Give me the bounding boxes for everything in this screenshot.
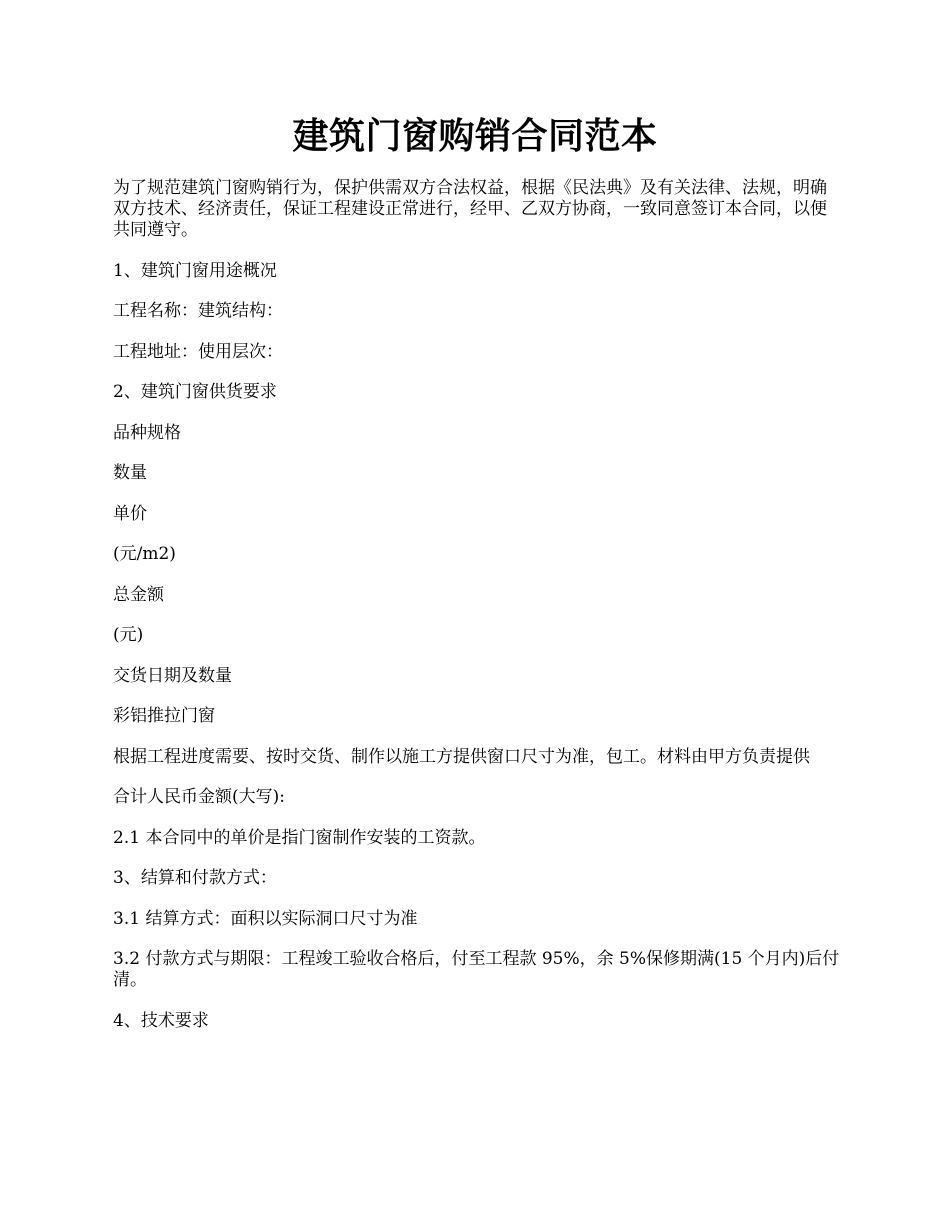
paragraph: 3.1 结算方式：面积以实际洞口尺寸为准 (113, 908, 418, 929)
section-heading-4: 4、技术要求 (113, 1010, 209, 1031)
document-title: 建筑门窗购销合同范本 (292, 115, 658, 157)
paragraph: (元) (113, 625, 144, 645)
paragraph: 品种规格 (113, 422, 181, 443)
paragraph: 工程名称：建筑结构： (113, 301, 283, 321)
paragraph: 单价 (113, 503, 147, 524)
intro-paragraph: 为了规范建筑门窗购销行为，保护供需双方合法权益，根据《民法典》及有关法律、法规，明确双方技术、经济责任，保证工程建设正常进行，经甲、乙双方协商，一致同意签订本合同，以便共同遵守。 (113, 178, 827, 240)
document-body (113, 178, 841, 1051)
paragraph: 工程地址：使用层次： (113, 341, 283, 362)
paragraph: 合计人民币金额(大写): (113, 787, 285, 807)
paragraph: 数量 (113, 463, 147, 483)
paragraph: 彩铝推拉门窗 (113, 706, 215, 726)
paragraph: 总金额 (113, 584, 164, 605)
section-heading-1: 1、建筑门窗用途概况 (113, 260, 277, 281)
paragraph: 交货日期及数量 (113, 665, 232, 686)
section-heading-3: 3、结算和付款方式： (113, 868, 277, 888)
paragraph: 根据工程进度需要、按时交货、制作以施工方提供窗口尺寸为准，包工。材料由甲方负责提供 (113, 746, 810, 767)
paragraph: (元/m2) (113, 544, 176, 564)
paragraph: 2.1 本合同中的单价是指门窗制作安装的工资款。 (113, 827, 486, 848)
section-heading-2: 2、建筑门窗供货要求 (113, 382, 277, 402)
paragraph: 3.2 付款方式与期限：工程竣工验收合格后，付至工程款 95%，余 5%保修期满(15 个月内)后付清。 (113, 949, 840, 990)
